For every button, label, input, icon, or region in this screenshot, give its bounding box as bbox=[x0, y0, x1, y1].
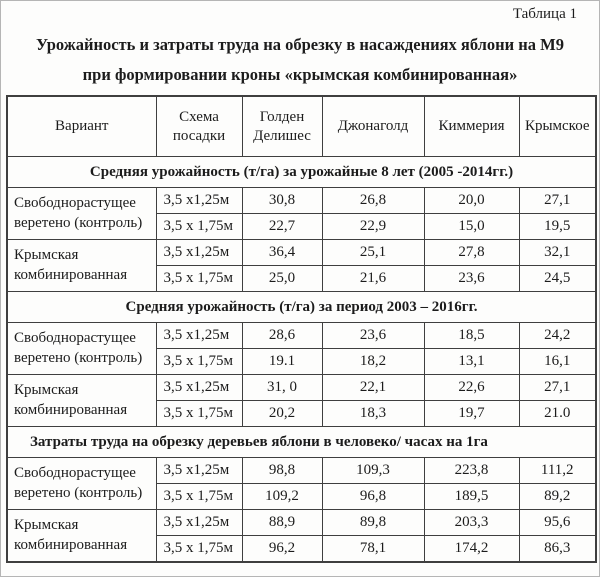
value-cell: 15,0 bbox=[424, 214, 519, 240]
value-cell: 19,5 bbox=[519, 214, 596, 240]
scheme-cell: 3,5 х 1,75м bbox=[156, 536, 242, 563]
yield-and-labor-table bbox=[6, 95, 597, 563]
scheme-cell: 3,5 х1,25м bbox=[156, 188, 242, 214]
table-row bbox=[7, 510, 596, 536]
table-header-row bbox=[7, 96, 596, 157]
section-row bbox=[7, 427, 596, 458]
value-cell: 30,8 bbox=[242, 188, 322, 214]
value-cell: 89,2 bbox=[519, 484, 596, 510]
value-cell: 31, 0 bbox=[242, 375, 322, 401]
scheme-cell: 3,5 х 1,75м bbox=[156, 484, 242, 510]
scheme-cell: 3,5 х 1,75м bbox=[156, 266, 242, 292]
value-cell: 23,6 bbox=[424, 266, 519, 292]
value-cell: 203,3 bbox=[424, 510, 519, 536]
value-cell: 78,1 bbox=[322, 536, 424, 563]
table-row bbox=[7, 240, 596, 266]
value-cell: 89,8 bbox=[322, 510, 424, 536]
value-cell: 27,1 bbox=[519, 188, 596, 214]
value-cell: 25,0 bbox=[242, 266, 322, 292]
section-row bbox=[7, 292, 596, 323]
value-cell: 32,1 bbox=[519, 240, 596, 266]
value-cell: 109,2 bbox=[242, 484, 322, 510]
variant-cell: Крымская комбинированная bbox=[7, 510, 156, 563]
scheme-cell: 3,5 х1,25м bbox=[156, 375, 242, 401]
column-header-scheme: Схема посадки bbox=[156, 96, 242, 157]
column-header-krymskoe: Крымское bbox=[519, 96, 596, 157]
value-cell: 223,8 bbox=[424, 458, 519, 484]
scheme-cell: 3,5 х1,25м bbox=[156, 510, 242, 536]
variant-cell: Свободнорастущее веретено (контроль) bbox=[7, 188, 156, 240]
value-cell: 19.1 bbox=[242, 349, 322, 375]
column-header-jonagold: Джонаголд bbox=[322, 96, 424, 157]
value-cell: 23,6 bbox=[322, 323, 424, 349]
value-cell: 95,6 bbox=[519, 510, 596, 536]
value-cell: 96,8 bbox=[322, 484, 424, 510]
table-row bbox=[7, 458, 596, 484]
table-caption: Таблица 1 bbox=[512, 6, 577, 22]
scheme-cell: 3,5 х1,25м bbox=[156, 323, 242, 349]
scheme-cell: 3,5 х1,25м bbox=[156, 458, 242, 484]
value-cell: 111,2 bbox=[519, 458, 596, 484]
value-cell: 18,2 bbox=[322, 349, 424, 375]
value-cell: 13,1 bbox=[424, 349, 519, 375]
document-title-line-1: Урожайность и затраты труда на обрезку в насаждениях яблони на М9 bbox=[35, 35, 565, 54]
scheme-cell: 3,5 х 1,75м bbox=[156, 349, 242, 375]
value-cell: 22,6 bbox=[424, 375, 519, 401]
scheme-cell: 3,5 х 1,75м bbox=[156, 401, 242, 427]
variant-cell: Крымская комбинированная bbox=[7, 240, 156, 292]
value-cell: 25,1 bbox=[322, 240, 424, 266]
value-cell: 98,8 bbox=[242, 458, 322, 484]
value-cell: 26,8 bbox=[322, 188, 424, 214]
value-cell: 22,1 bbox=[322, 375, 424, 401]
variant-cell: Свободнорастущее веретено (контроль) bbox=[7, 323, 156, 375]
value-cell: 16,1 bbox=[519, 349, 596, 375]
value-cell: 20,2 bbox=[242, 401, 322, 427]
section-heading-yield-8-years: Средняя урожайность (т/га) за урожайные 8 лет (2005 -2014гг.) bbox=[7, 157, 596, 188]
variant-cell: Свободнорастущее веретено (контроль) bbox=[7, 458, 156, 510]
document-title-line-2: при формировании кроны «крымская комбинированная» bbox=[82, 65, 518, 84]
value-cell: 28,6 bbox=[242, 323, 322, 349]
variant-cell: Крымская комбинированная bbox=[7, 375, 156, 427]
value-cell: 189,5 bbox=[424, 484, 519, 510]
value-cell: 174,2 bbox=[424, 536, 519, 563]
value-cell: 21,6 bbox=[322, 266, 424, 292]
value-cell: 20,0 bbox=[424, 188, 519, 214]
value-cell: 36,4 bbox=[242, 240, 322, 266]
value-cell: 19,7 bbox=[424, 401, 519, 427]
table-row bbox=[7, 188, 596, 214]
scheme-cell: 3,5 х1,25м bbox=[156, 240, 242, 266]
value-cell: 18,5 bbox=[424, 323, 519, 349]
table-row bbox=[7, 323, 596, 349]
value-cell: 86,3 bbox=[519, 536, 596, 563]
value-cell: 24,2 bbox=[519, 323, 596, 349]
value-cell: 22,7 bbox=[242, 214, 322, 240]
value-cell: 96,2 bbox=[242, 536, 322, 563]
value-cell: 88,9 bbox=[242, 510, 322, 536]
scheme-cell: 3,5 х 1,75м bbox=[156, 214, 242, 240]
document-title bbox=[1, 30, 599, 90]
value-cell: 24,5 bbox=[519, 266, 596, 292]
column-header-kimmeria: Киммерия bbox=[424, 96, 519, 157]
value-cell: 27,1 bbox=[519, 375, 596, 401]
value-cell: 109,3 bbox=[322, 458, 424, 484]
value-cell: 21.0 bbox=[519, 401, 596, 427]
value-cell: 27,8 bbox=[424, 240, 519, 266]
column-header-variant: Вариант bbox=[7, 96, 156, 157]
value-cell: 18,3 bbox=[322, 401, 424, 427]
table-row bbox=[7, 375, 596, 401]
section-row bbox=[7, 157, 596, 188]
value-cell: 22,9 bbox=[322, 214, 424, 240]
section-heading-yield-2003-2016: Средняя урожайность (т/га) за период 2003 – 2016гг. bbox=[7, 292, 596, 323]
section-heading-labor-costs: Затраты труда на обрезку деревьев яблони в человеко/ часах на 1га bbox=[7, 427, 596, 458]
column-header-golden-delicious: Голден Делишес bbox=[242, 96, 322, 157]
